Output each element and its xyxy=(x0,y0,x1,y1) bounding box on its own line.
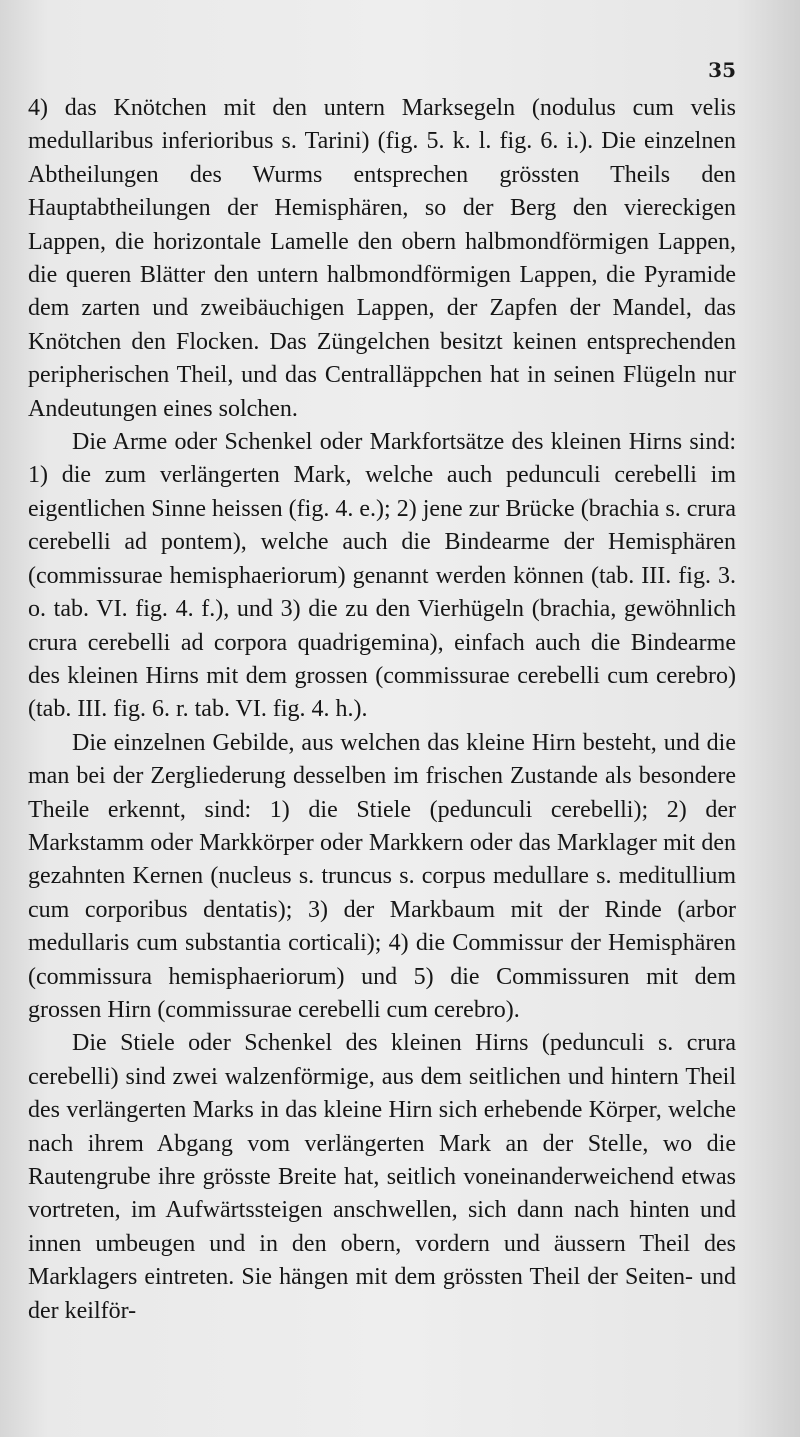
paragraph-3: Die einzelnen Gebilde, aus welchen das kleine Hirn besteht, und die man bei der Zergliederung desselben im frischen Zustande als besondere Theile erkennt, sind: 1) die Stiele (pedunculi cerebelli); 2) der Markstamm oder Markkörper oder Markkern oder das Marklager mit den gezahnten Kernen (nucleus s. truncus s. corpus medullare s. meditullium cum corporibus dentatis); 3) der Markbaum mit der Rinde (arbor medullaris cum substantia corticali); 4) die Commissur der Hemisphären (commissura hemisphaeriorum) und 5) die Commissuren mit dem grossen Hirn (commissurae cerebelli cum cerebro). xyxy=(28,729,736,1023)
page-body-text xyxy=(28,92,736,1328)
paragraph-4: Die Stiele oder Schenkel des kleinen Hirns (pedunculi s. crura cerebelli) sind zwei walzenförmige, aus dem seitlichen und hintern Theil des verlängerten Marks in das kleine Hirn sich erhebende Körper, welche nach ihrem Abgang vom verlängerten Mark an der Stelle, wo die Rautengrube ihre grösste Breite hat, seitlich voneinanderweichend etwas vortreten, im Aufwärtssteigen anschwellen, sich dann nach hinten und innen umbeugen und in den obern, vordern und äussern Theil des Marklagers eintreten. Sie hängen mit dem grössten Theil der Seiten- und der keilför- xyxy=(28,1030,736,1324)
page-number: 35 xyxy=(708,58,736,82)
paragraph-1: 4) das Knötchen mit den untern Marksegeln (nodulus cum velis medullaribus inferioribus s. Tarini) (fig. 5. k. l. fig. 6. i.). Die einzelnen Abtheilungen des Wurms entsprechen grössten Theils den Hauptabtheilungen der Hemisphären, so der Berg den viereckigen Lappen, die horizontale Lamelle den obern halbmondförmigen Lappen, die queren Blätter den untern halbmondförmigen Lappen, die Pyramide dem zarten und zweibäuchigen Lappen, der Zapfen der Mandel, das Knötchen den Flocken. Das Züngelchen besitzt keinen entsprechenden peripherischen Theil, und das Centralläppchen hat in seinen Flügeln nur Andeutungen eines solchen. xyxy=(28,95,736,422)
paragraph-2: Die Arme oder Schenkel oder Markfortsätze des kleinen Hirns sind: 1) die zum verlängerten Mark, welche auch pedunculi cerebelli im eigentlichen Sinne heissen (fig. 4. e.); 2) jene zur Brücke (brachia s. crura cerebelli ad pontem), welche auch die Bindearme der Hemisphären (commissurae hemisphaeriorum) genannt werden können (tab. III. fig. 3. o. tab. VI. fig. 4. f.), und 3) die zu den Vierhügeln (brachia, gewöhnlich crura cerebelli ad corpora quadrigemina), einfach auch die Bindearme des kleinen Hirns mit dem grossen (commissurae cerebelli cum cerebro) (tab. III. fig. 6. r. tab. VI. fig. 4. h.). xyxy=(28,429,736,723)
